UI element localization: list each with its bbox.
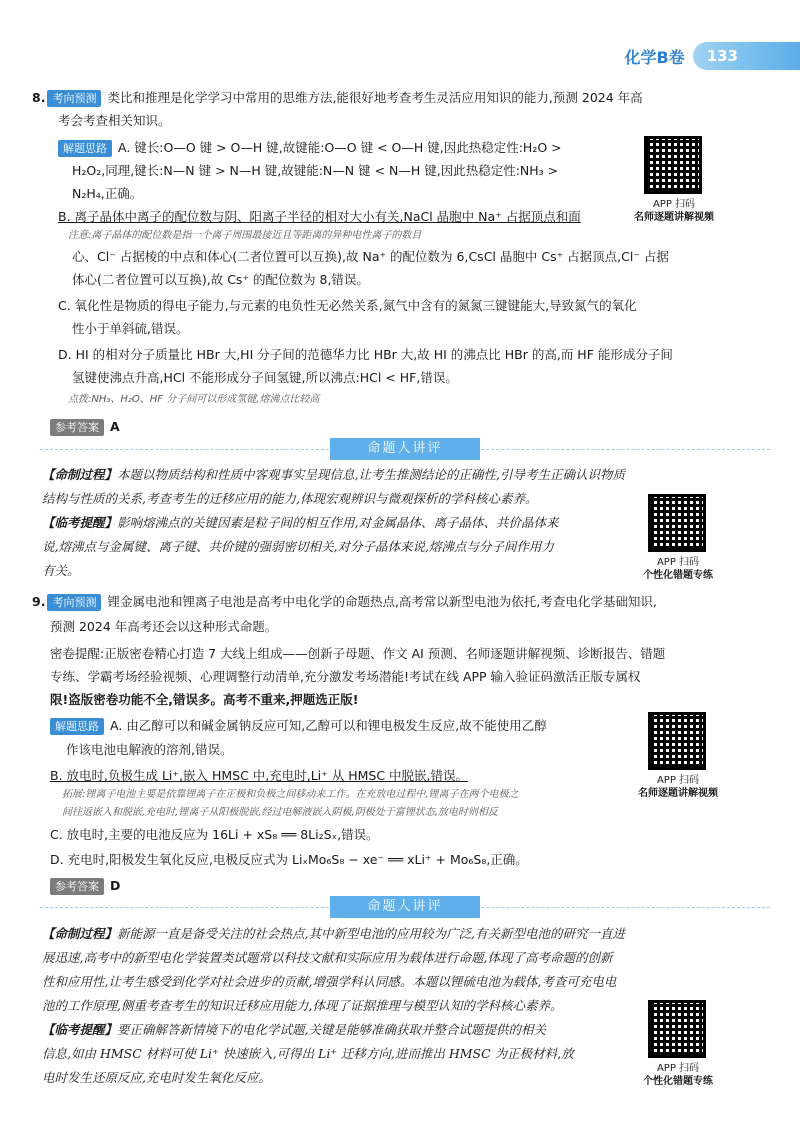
q9-tip-label: 【临考提醒】 [42,1022,118,1037]
q9-thinking-tag: 解题思路 [50,718,104,735]
q8-qr-code[interactable] [644,136,702,194]
q9-b-note1: 拓展:锂离子电池主要是依靠锂离子在正极和负极之间移动来工作。在充放电过程中,锂离子在两个电极之 [62,789,519,800]
q9-qr2-caption2: 个性化错题专练 [643,1076,713,1087]
q9-b-note2: 间往返嵌入和脱嵌,充电时,锂离子从阳极脱嵌,经过电解液嵌入阴极,阴极处于富锂状态,放电时则相反 [62,807,498,818]
q9-section-title: 命题人讲评 [330,896,480,918]
q8-section-title: 命题人讲评 [330,438,480,460]
q9-c-text1: C. 放电时,主要的电池反应为 16Li + xS₈ ══ 8Li₂Sₓ,错误。 [50,827,379,842]
q8-qr-caption1: APP 扫码 [652,199,696,210]
q8-a-text1: A. 键长:O—O 键 > O—H 键,故键能:O—O 键 < O—H 键,因此热稳定性:H₂O > [118,140,562,155]
q9-answer-tag: 参考答案 [50,878,104,895]
q8-b-text1: B. 离子晶体中离子的配位数与阴、阳离子半径的相对大小有关,NaCl 晶胞中 Na⁺ 占据顶点和面 [58,209,581,224]
q8-a-text2: H₂O₂,同理,键长:N—N 键 > N—H 键,故键能:N—N 键 < N—H 键,因此热稳定性:NH₃ > [72,163,559,178]
q8-qr2-caption2: 个性化错题专练 [643,570,713,581]
q9-b-text1: B. 放电时,负极生成 Li⁺,嵌入 HMSC 中,充电时,Li⁺ 从 HMSC 中脱嵌,错误。 [50,768,468,783]
q8-tip-text3: 有关。 [42,563,80,578]
q9-promo-text2: 专练、学霸考场经验视频、心理调整行动清单,充分激发考场潜能!考试在线 APP 输入验证码激活正版专属权 [50,669,641,684]
q9-forecast-line [32,592,657,612]
q8-forecast-text: 类比和推理是化学学习中常用的思维方法,能很好地考查考生灵活应用知识的能力,预测 2024 年高 [107,90,643,105]
q9-a-text2: 作该电池电解液的溶剂,错误。 [66,742,233,757]
q8-b-text3: 体心(二者位置可以互换),故 Cs⁺ 的配位数为 8,错误。 [72,272,369,287]
q9-answer-line [50,876,120,896]
q8-process-label: 【命制过程】 [42,467,118,482]
q9-a-line1 [50,716,547,736]
q8-process-text2: 结构与性质的关系,考查考生的迁移应用的能力,体现宏观辨识与微观探析的学科核心素养。 [42,491,538,506]
q8-answer: A [110,419,120,434]
q8-b-text2: 心、Cl⁻ 占据棱的中点和体心(二者位置可以互换),故 Na⁺ 的配位数为 6,CsCl 晶胞中 Cs⁺ 占据顶点,Cl⁻ 占据 [72,249,669,264]
q8-d-note: 点拨:NH₃、H₂O、HF 分子间可以形成氢键,熔沸点比较高 [68,394,320,405]
q9-qr2-caption1: APP 扫码 [656,1063,700,1074]
q9-tip-text2: 信息,如由 HMSC 材料可使 Li⁺ 快速嵌入,可得出 Li⁺ 迁移方向,进而推出 HMSC 为正极材料,放 [42,1046,574,1061]
page-header [624,40,800,72]
q8-number: 8. [32,90,46,105]
q9-promo-text1: 密卷提醒:正版密卷精心打造 7 大线上组成——创新子母题、作文 AI 预测、名师逐题讲解视频、诊断报告、错题 [50,646,666,661]
q9-qr-caption1: APP 扫码 [656,775,700,786]
q9-d-text1: D. 充电时,阳极发生氧化反应,电极反应式为 LiₓMo₆S₈ − xe⁻ ══ xLi⁺ + Mo₆S₈,正确。 [50,852,528,867]
q8-qr2-caption1: APP 扫码 [656,557,700,568]
q9-process-label: 【命制过程】 [42,926,118,941]
q8-c-text1: C. 氧化性是物质的得电子能力,与元素的电负性无必然关系,氮气中含有的氮氮三键键能大,导致氮气的氧化 [58,298,637,313]
q8-forecast-tag: 考向预测 [47,90,101,107]
q8-tip-text2: 说,熔沸点与金属键、离子键、共价键的强弱密切相关,对分子晶体来说,熔沸点与分子间作用力 [42,539,554,554]
q8-process-text1: 本题以物质结构和性质中客观事实呈现信息,让考生推测结论的正确性,引导考生正确认识物质 [117,467,625,482]
page-number: 133 [693,42,800,70]
q9-tip-text3: 电时发生还原反应,充电时发生氧化反应。 [42,1070,271,1085]
q9-a-text1: A. 由乙醇可以和碱金属钠反应可知,乙醇可以和锂电极发生反应,故不能使用乙醇 [110,718,547,733]
q8-tip-text1: 影响熔沸点的关键因素是粒子间的相互作用,对金属晶体、离子晶体、共价晶体来 [117,515,559,530]
q9-qr-caption2: 名师逐题讲解视频 [638,788,718,799]
q9-qr-code[interactable] [648,712,706,770]
q8-tip-line1 [42,513,559,533]
q9-forecast-text: 锂金属电池和锂离子电池是高考中电化学的命题热点,高考常以新型电池为依托,考查电化学基础知识, [107,594,657,609]
q8-b-note: 注意:离子晶体的配位数是指一个离子周围最接近且等距离的异种电性离子的数目 [68,230,422,241]
q9-forecast-text2: 预测 2024 年高考还会以这种形式命题。 [50,619,278,634]
q8-answer-tag: 参考答案 [50,419,104,436]
q8-qr-caption2: 名师逐题讲解视频 [634,212,714,223]
q9-process-text3: 性和应用性,让考生感受到化学对社会进步的贡献,增强学科认同感。本题以锂硫电池为载体,考查可充电电 [42,974,617,989]
q8-forecast-text2: 考会考查相关知识。 [58,113,171,128]
q8-a-text3: N₂H₄,正确。 [72,186,143,201]
q8-d-text1: D. HI 的相对分子质量比 HBr 大,HI 分子间的范德华力比 HBr 大,故 HI 的沸点比 HBr 的高,而 HF 能形成分子间 [58,347,673,362]
q8-thinking-tag: 解题思路 [58,140,112,157]
q9-tip-text1: 要正确解答新情境下的电化学试题,关键是能够准确获取并整合试题提供的相关 [117,1022,546,1037]
q8-qr2-code[interactable] [648,494,706,552]
subject-title: 化学B卷 [624,47,685,67]
q8-process-line1 [42,465,625,485]
q8-tip-label: 【临考提醒】 [42,515,118,530]
q8-a-line1 [58,138,562,158]
q9-process-text4: 池的工作原理,侧重考查考生的知识迁移应用能力,体现了证据推理与模型认知的学科核心素养。 [42,998,563,1013]
q8-forecast-line [32,88,643,108]
q9-tip-line1 [42,1020,546,1040]
q8-answer-line [50,417,120,437]
q9-answer: D [110,878,121,893]
q9-number: 9. [32,594,46,609]
q8-d-text2: 氢键使沸点升高,HCl 不能形成分子间氢键,所以沸点:HCl < HF,错误。 [72,370,458,385]
q9-process-line1 [42,924,625,944]
q9-qr2-code[interactable] [648,1000,706,1058]
q9-process-text1: 新能源一直是备受关注的社会热点,其中新型电池的应用较为广泛,有关新型电池的研究一直进 [117,926,625,941]
q9-promo-text3: 限!盗版密卷功能不全,错误多。高考不重来,押题选正版! [50,692,359,707]
q9-process-text2: 展迅速,高考中的新型电化学装置类试题常以科技文献和实际应用为载体进行命题,体现了高考命题的创新 [42,950,613,965]
q9-forecast-tag: 考向预测 [47,594,101,611]
q8-c-text2: 性小于单斜硫,错误。 [72,321,189,336]
